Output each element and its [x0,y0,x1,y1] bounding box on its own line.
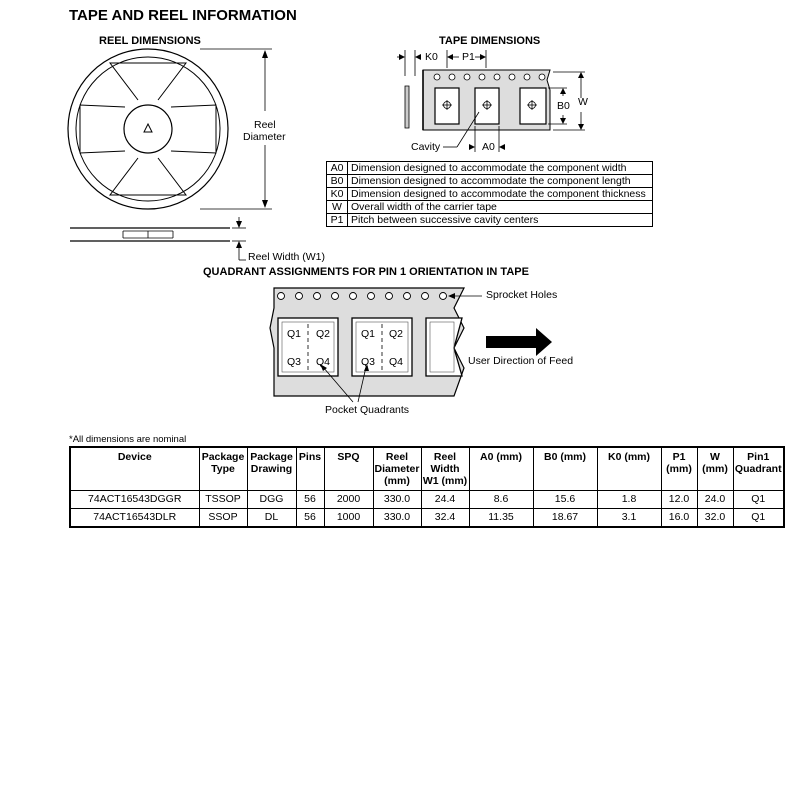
header-line: Package [250,451,293,463]
header-line: P1 [672,451,686,463]
q2-label-pocket2: Q2 [389,328,404,340]
header-line: Drawing [250,463,293,475]
table-header-cell [597,447,661,490]
table-cell: 330.0 [373,490,421,508]
legend-row [327,201,653,214]
table-header-row [70,447,784,490]
header-line: (mm) [702,463,728,475]
table-cell: 32.4 [421,508,469,527]
table-cell: 2000 [324,490,373,508]
header-line: B0 (mm) [543,451,586,463]
reel-diameter-label-2: Diameter [243,131,286,143]
q3-label-pocket1: Q3 [287,356,302,368]
table-cell: 24.0 [697,490,733,508]
tape-dimensions-heading: TAPE DIMENSIONS [439,35,541,47]
q1-label-pocket1: Q1 [287,328,302,340]
table-cell: 16.0 [661,508,697,527]
table-row [70,508,784,527]
header-line: Type [211,463,235,475]
pocket-quadrants-label: Pocket Quadrants [325,404,410,416]
q3-label-pocket2: Q3 [361,356,376,368]
table-cell: 74ACT16543DGGR [70,490,199,508]
legend-code: A0 [327,162,348,175]
q4-label-pocket2: Q4 [389,356,404,368]
reel-diameter-label-1: Reel [254,119,276,131]
header-line: Quadrant [734,463,782,475]
q2-label-pocket1: Q2 [316,328,331,340]
table-header-cell [324,447,373,490]
table-cell: 3.1 [597,508,661,527]
legend-code: W [327,201,348,214]
header-line: W1 (mm) [422,475,468,487]
b0-label: B0 [557,100,570,112]
q1-label-pocket2: Q1 [361,328,376,340]
header-line: Package [201,451,245,463]
legend-desc: Dimension designed to accommodate the component width [348,162,653,175]
table-cell: 8.6 [469,490,533,508]
table-cell: 12.0 [661,490,697,508]
table-cell: 24.4 [421,490,469,508]
reel-dimensions-heading: REEL DIMENSIONS [99,35,201,47]
header-line: Reel [385,451,409,463]
legend-desc: Dimension designed to accommodate the component thickness [348,188,653,201]
table-header-cell [469,447,533,490]
legend-desc: Dimension designed to accommodate the component length [348,175,653,188]
header-line: W [710,451,720,463]
cavity-label: Cavity [411,141,441,153]
q4-label-pocket1: Q4 [316,356,331,368]
table-cell: 56 [296,508,324,527]
quadrant-diagram [268,284,568,409]
table-header-cell [661,447,697,490]
legend-code: B0 [327,175,348,188]
table-cell: 18.67 [533,508,597,527]
legend-row [327,188,653,201]
table-header-cell [733,447,784,490]
table-cell: 330.0 [373,508,421,527]
legend-row [327,214,653,227]
table-cell: Q1 [733,508,784,527]
header-line: Device [117,451,152,463]
table-row [70,490,784,508]
table-header-cell [296,447,324,490]
legend-code: P1 [327,214,348,227]
table-cell: 1000 [324,508,373,527]
table-header-cell [697,447,733,490]
legend-desc: Overall width of the carrier tape [348,201,653,214]
table-cell: SSOP [199,508,247,527]
table-cell: 1.8 [597,490,661,508]
table-cell: 15.6 [533,490,597,508]
legend-code: K0 [327,188,348,201]
legend-row [327,175,653,188]
table-cell: Q1 [733,490,784,508]
table-cell: DL [247,508,296,527]
header-line: Diameter [374,463,420,475]
header-line: (mm) [384,475,410,487]
header-line: Reel [433,451,457,463]
table-cell: 56 [296,490,324,508]
dimension-legend-table [326,161,653,227]
sprocket-holes-label: Sprocket Holes [486,289,558,301]
tape-reel-table [69,446,785,528]
table-body [70,490,784,527]
header-line: (mm) [666,463,692,475]
reel-diagram [60,45,330,270]
w-label: W [578,96,588,108]
reel-width-label: Reel Width (W1) [248,251,326,263]
a0-label: A0 [482,141,495,153]
p1-label: P1 [462,51,475,63]
table-header-cell [199,447,247,490]
table-cell: DGG [247,490,296,508]
header-line: SPQ [337,451,360,463]
quadrant-heading: QUADRANT ASSIGNMENTS FOR PIN 1 ORIENTATION IN TAPE [203,266,529,278]
header-line: Pin1 [747,451,770,463]
table-cell: 74ACT16543DLR [70,508,199,527]
table-header-cell [373,447,421,490]
table-header-cell [421,447,469,490]
nominal-note: *All dimensions are nominal [69,434,187,445]
table-header-cell [70,447,199,490]
k0-label: K0 [425,51,438,63]
header-line: Width [430,463,460,475]
header-line: A0 (mm) [479,451,522,463]
table-cell: TSSOP [199,490,247,508]
table-header-cell [533,447,597,490]
legend-row [327,162,653,175]
header-line: K0 (mm) [607,451,650,463]
table-header-cell [247,447,296,490]
legend-desc: Pitch between successive cavity centers [348,214,653,227]
table-cell: 32.0 [697,508,733,527]
table-cell: 11.35 [469,508,533,527]
header-line: Pins [298,451,322,463]
feed-direction-label: User Direction of Feed [468,355,574,367]
page-title: TAPE AND REEL INFORMATION [69,7,297,24]
